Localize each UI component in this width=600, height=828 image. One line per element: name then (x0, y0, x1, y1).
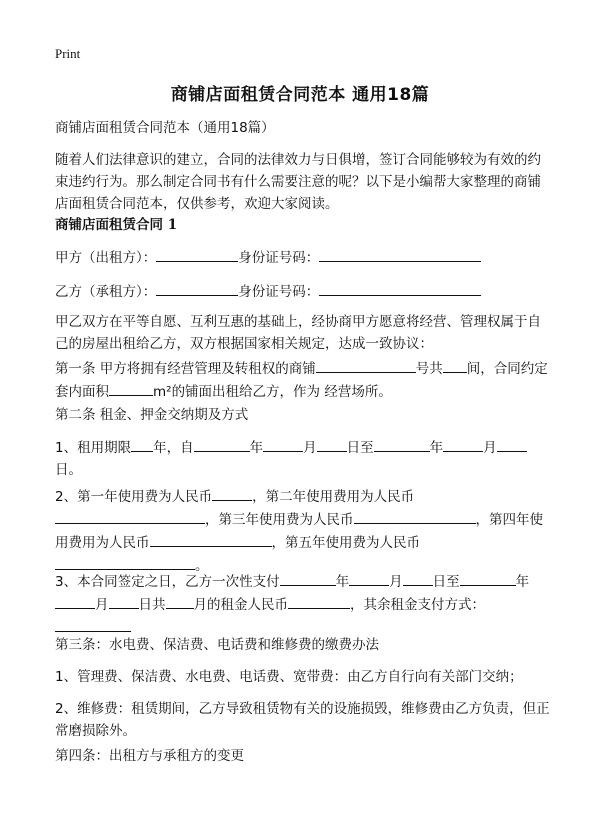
c3-rest: ，其余租金支付方式： (350, 597, 485, 613)
month-count-blank[interactable] (166, 593, 194, 609)
art1-text-c: 间，合同约定套内面积 (55, 361, 548, 400)
article-3-heading: 第三条：水电费、保洁费、电话费和维修费的缴费办法 (55, 637, 379, 653)
c3-year-2: 年 (515, 574, 530, 590)
c3-day-to: 日至 (432, 574, 460, 590)
end-year-blank[interactable] (374, 436, 430, 452)
c1-text: 1、租用期限 (55, 440, 132, 456)
c1-month: 月 (303, 440, 317, 456)
clause-2-2 (55, 485, 550, 577)
lease-term-blank[interactable] (131, 436, 153, 452)
start-month-blank[interactable] (263, 436, 303, 452)
c1-end: 日。 (55, 462, 82, 478)
c2-year2: ，第二年使用费用为人民币 (252, 489, 415, 505)
party-a-label: 甲方（出租方）： (55, 250, 157, 266)
shop-number-blank[interactable] (316, 357, 416, 373)
payment-method-blank[interactable] (55, 616, 131, 632)
art1-text-d: m²的铺面出租给乙方，作为 经营场所。 (153, 384, 392, 400)
party-a-id-label: 身份证号码： (238, 250, 320, 266)
c3-month: 月 (389, 574, 403, 590)
document-title: 商铺店面租赁合同范本 通用18篇 (170, 85, 430, 105)
fee-clause-1: 1、管理费、保洁费、水电费、电话费、宽带费：由乙方自行向有关部门交纳； (55, 669, 523, 685)
year3-fee-blank[interactable] (354, 508, 476, 524)
print-link[interactable]: Print (55, 46, 81, 61)
art1-text-b: 号共 (415, 361, 443, 377)
party-b-label: 乙方（承租方）： (55, 284, 157, 300)
end-month-blank[interactable] (443, 436, 483, 452)
c2-year4: ，第四年使用费用为人民币 (55, 512, 543, 551)
c3-year: 年 (335, 574, 350, 590)
pay-month-blank[interactable] (349, 570, 389, 586)
party-a-blank[interactable] (156, 246, 238, 262)
pay-end-day-blank[interactable] (109, 593, 139, 609)
pay-end-year-blank[interactable] (460, 570, 516, 586)
intro-paragraph: 随着人们法律意识的建立，合同的法律效力与日俱增，签订合同能够较为有效的约束违约行为。那么制定合同书有什么需要注意的呢？以下是小编帮大家整理的商铺店面租赁合同范本，仅供参考，欢迎大家阅读。 (55, 152, 541, 212)
rent-amount-blank[interactable] (288, 593, 350, 609)
c1-month-2: 月 (483, 440, 497, 456)
unit-count-blank[interactable] (443, 357, 467, 373)
year1-fee-blank[interactable] (212, 485, 252, 501)
c3-day-total: 日共 (138, 597, 166, 613)
pay-end-month-blank[interactable] (55, 593, 95, 609)
start-year-blank[interactable] (194, 436, 250, 452)
c1-year: 年 (249, 440, 264, 456)
c1-from: 年，自 (153, 440, 194, 456)
c3-text: 3、本合同签定之日，乙方一次性支付 (55, 574, 280, 590)
c1-day-to: 日至 (346, 440, 374, 456)
intro-subtitle: 商铺店面租赁合同范本（通用18篇） (55, 120, 275, 136)
fee-clause-2: 2、维修费：租赁期间，乙方导致租赁物有关的设施损毁，维修费由乙方负责，但正常磨损除外。 (55, 701, 550, 739)
article-4-heading: 第四条：出租方与承租方的变更 (55, 748, 244, 764)
party-b-blank[interactable] (156, 280, 238, 296)
c2-year1: 2、第一年使用费为人民币 (55, 489, 213, 505)
pay-year-blank[interactable] (280, 570, 336, 586)
agreement-paragraph: 甲乙双方在平等自愿、互利互惠的基础上，经协商甲方愿意将经营、管理权属于自己的房屋出租给乙方，双方根据国家相关规定，达成一致协议： (55, 314, 541, 352)
c2-end: 。 (195, 558, 209, 574)
c3-month-2: 月 (95, 597, 109, 613)
party-a-line (55, 246, 481, 269)
year2-fee-blank[interactable] (55, 508, 205, 524)
pay-day-blank[interactable] (403, 570, 433, 586)
clause-2-3 (55, 570, 550, 639)
c1-year-2: 年 (429, 440, 444, 456)
start-day-blank[interactable] (317, 436, 347, 452)
contract-heading: 商铺店面租赁合同 1 (55, 217, 178, 233)
art1-text-a: 第一条 甲方将拥有经营管理及转租权的商铺 (55, 361, 316, 377)
party-b-id-blank[interactable] (319, 280, 481, 296)
c2-year5: ，第五年使用费为人民币 (271, 535, 420, 551)
article-1 (55, 357, 550, 403)
year5-fee-blank[interactable] (55, 554, 195, 570)
article-2-heading: 第二条 租金、押金交纳期及方式 (55, 407, 249, 423)
c3-rent: 月的租金人民币 (193, 597, 288, 613)
clause-2-1 (55, 436, 550, 481)
area-blank[interactable] (109, 380, 153, 396)
party-b-id-label: 身份证号码： (238, 284, 320, 300)
end-day-blank[interactable] (497, 436, 527, 452)
year4-fee-blank[interactable] (150, 531, 272, 547)
party-b-line (55, 280, 481, 303)
party-a-id-blank[interactable] (319, 246, 481, 262)
c2-year3: ，第三年使用费为人民币 (205, 512, 354, 528)
